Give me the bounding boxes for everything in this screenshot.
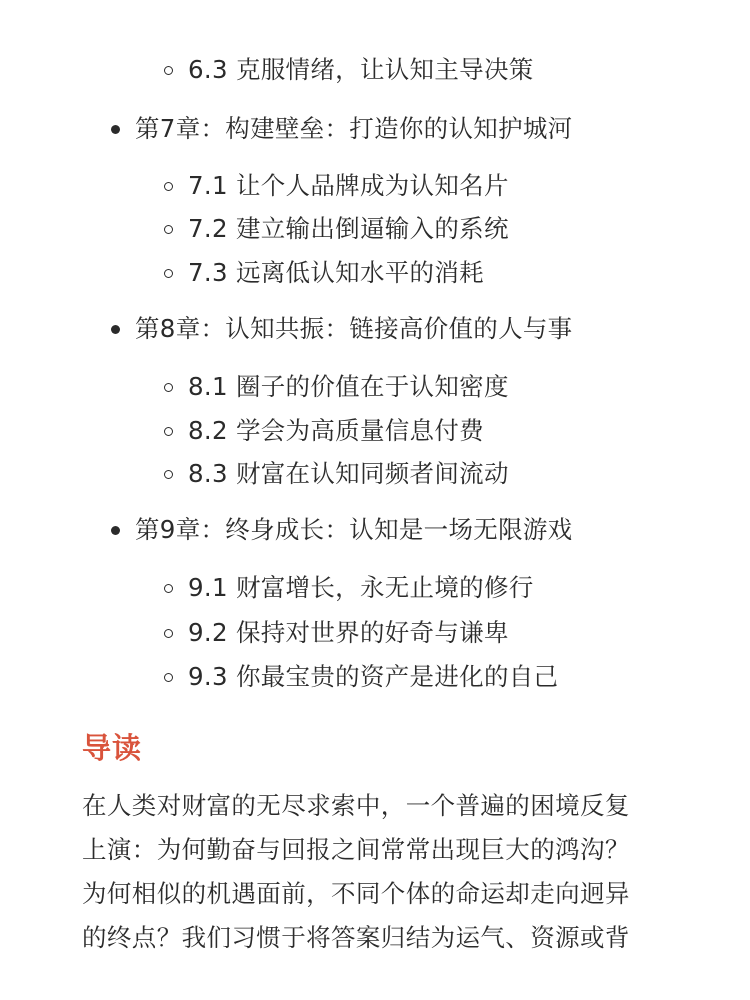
hollow-bullet-icon xyxy=(164,182,173,191)
hollow-bullet-icon xyxy=(164,427,173,436)
solid-bullet-icon xyxy=(111,125,120,134)
solid-bullet-icon xyxy=(111,325,120,334)
hollow-bullet-icon xyxy=(164,629,173,638)
hollow-bullet-icon xyxy=(164,225,173,234)
solid-bullet-icon xyxy=(111,526,120,535)
toc-section-item: 8.3 财富在认知同频者间流动 xyxy=(188,459,509,488)
toc-section-item: 7.3 远离低认知水平的消耗 xyxy=(188,258,484,287)
toc-chapter-item: 第8章：认知共振：链接高价值的人与事 xyxy=(135,314,573,343)
hollow-bullet-icon xyxy=(164,269,173,278)
toc-chapter-item: 第7章：构建壁垒：打造你的认知护城河 xyxy=(135,114,573,143)
hollow-bullet-icon xyxy=(164,584,173,593)
toc-section-item: 8.2 学会为高质量信息付费 xyxy=(188,416,484,445)
intro-paragraph-line: 的终点？我们习惯于将答案归结为运气、资源或背 xyxy=(82,923,630,952)
toc-section-item: 8.1 圈子的价值在于认知密度 xyxy=(188,372,509,401)
hollow-bullet-icon xyxy=(164,66,173,75)
intro-paragraph-line: 为何相似的机遇面前，不同个体的命运却走向迥异 xyxy=(82,879,630,908)
toc-chapter-item: 第9章：终身成长：认知是一场无限游戏 xyxy=(135,515,573,544)
intro-paragraph-line: 在人类对财富的无尽求索中，一个普遍的困境反复 xyxy=(82,791,630,820)
toc-section-item: 7.2 建立输出倒逼输入的系统 xyxy=(188,214,509,243)
toc-section-item: 9.1 财富增长，永无止境的修行 xyxy=(188,573,534,602)
hollow-bullet-icon xyxy=(164,383,173,392)
toc-section-item: 7.1 让个人品牌成为认知名片 xyxy=(188,171,509,200)
toc-section-item: 6.3 克服情绪，让认知主导决策 xyxy=(188,55,534,84)
toc-section-item: 9.2 保持对世界的好奇与谦卑 xyxy=(188,618,509,647)
intro-heading: 导读 xyxy=(82,731,143,765)
hollow-bullet-icon xyxy=(164,673,173,682)
intro-paragraph-line: 上演：为何勤奋与回报之间常常出现巨大的鸿沟？ xyxy=(82,835,630,864)
hollow-bullet-icon xyxy=(164,470,173,479)
toc-section-item: 9.3 你最宝贵的资产是进化的自己 xyxy=(188,662,559,691)
